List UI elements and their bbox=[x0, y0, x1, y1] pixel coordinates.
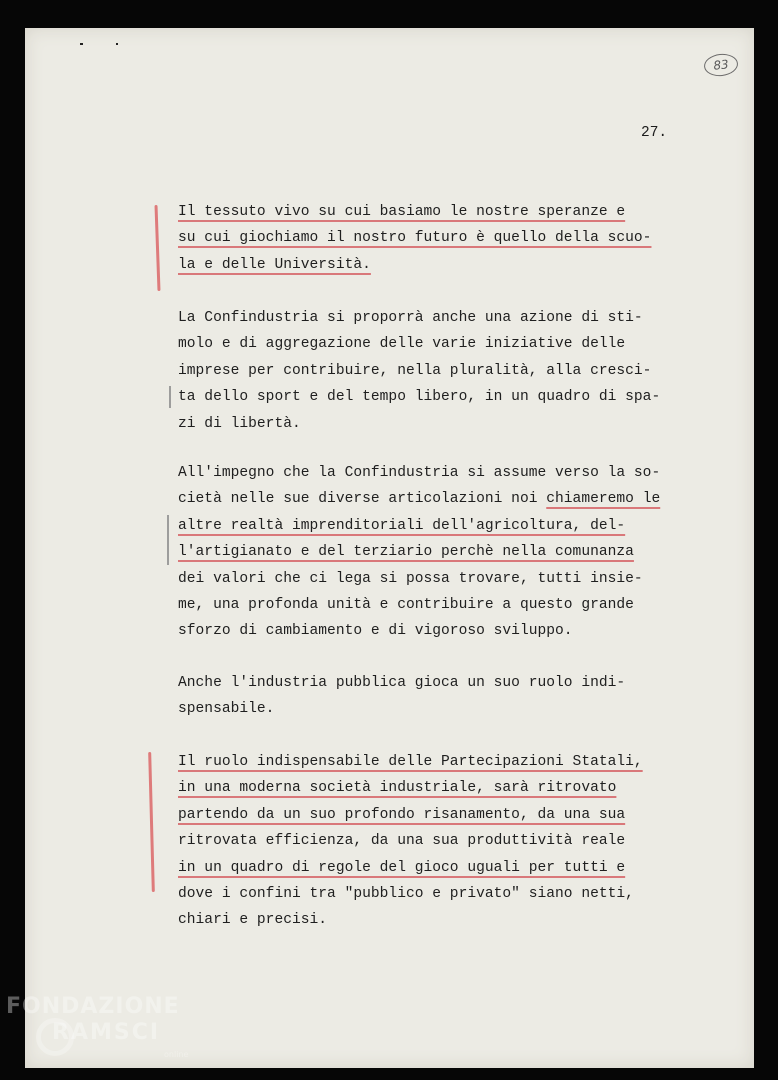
text-line: La Confindustria si proporrà anche una azione di sti- bbox=[178, 310, 643, 326]
text-line: chiari e precisi. bbox=[178, 912, 328, 929]
text-segment: cietà nelle sue diverse articolazioni noi bbox=[178, 491, 547, 508]
text-line bbox=[178, 486, 660, 512]
paragraph-3 bbox=[178, 460, 660, 645]
text-line: molo e di aggregazione delle varie iniziative delle bbox=[178, 336, 626, 353]
margin-pencil-mark bbox=[169, 386, 171, 408]
text-line: zi di libertà. bbox=[178, 415, 301, 432]
margin-pencil-mark bbox=[167, 515, 169, 565]
text-line: dove i confini tra "pubblico e privato" siano netti, bbox=[178, 885, 634, 902]
text-line: in una moderna società industriale, sarà ritrovato bbox=[178, 780, 617, 797]
watermark-tag: online bbox=[164, 1050, 189, 1059]
paragraph-5 bbox=[178, 749, 643, 934]
watermark-line-1: FONDAZIONE bbox=[6, 994, 180, 1019]
text-line: me, una profonda unità e contribuire a questo grande bbox=[178, 596, 634, 613]
page-number: 27. bbox=[641, 125, 668, 141]
text-line: in un quadro di regole del gioco uguali per tutti e bbox=[178, 859, 626, 876]
paragraph-4 bbox=[178, 670, 625, 723]
text-line: ritrovata efficienza, da una sua produttività reale bbox=[178, 833, 626, 850]
text-line: l'artigianato e del terziario perchè nella comunanza bbox=[178, 544, 634, 561]
text-line: dei valori che ci lega si possa trovare, tutti insie- bbox=[178, 570, 643, 587]
text-line: Il tessuto vivo su cui basiamo le nostre speranze e bbox=[178, 204, 626, 220]
ink-speck bbox=[80, 43, 83, 45]
fondazione-gramsci-watermark bbox=[6, 994, 206, 1074]
text-line: partendo da un suo profondo risanamento, da una sua bbox=[178, 806, 626, 823]
text-line: ta dello sport e del tempo libero, in un quadro di spa- bbox=[178, 389, 661, 406]
text-line: altre realtà imprenditoriali dell'agricoltura, del- bbox=[178, 517, 626, 534]
text-line: Il ruolo indispensabile delle Partecipazioni Statali, bbox=[178, 754, 643, 770]
text-line: imprese per contribuire, nella pluralità, alla cresci- bbox=[178, 362, 652, 379]
archive-page-stamp: 83 bbox=[703, 52, 739, 77]
text-line: Anche l'industria pubblica gioca un suo ruolo indi- bbox=[178, 675, 626, 691]
paragraph-1 bbox=[178, 199, 651, 278]
text-line: All'impegno che la Confindustria si assume verso la so- bbox=[178, 465, 661, 481]
paragraph-2 bbox=[178, 305, 660, 437]
watermark-logo-ring bbox=[36, 1018, 74, 1056]
text-line: la e delle Università. bbox=[178, 256, 371, 273]
text-line: spensabile. bbox=[178, 701, 275, 718]
ink-speck bbox=[116, 43, 118, 45]
underlined-segment: chiameremo le bbox=[546, 491, 661, 508]
watermark-line-2: RAMSCI bbox=[52, 1020, 161, 1045]
text-line: sforzo di cambiamento e di vigoroso sviluppo. bbox=[178, 623, 573, 640]
text-line: su cui giochiamo il nostro futuro è quello della scuo- bbox=[178, 230, 652, 247]
